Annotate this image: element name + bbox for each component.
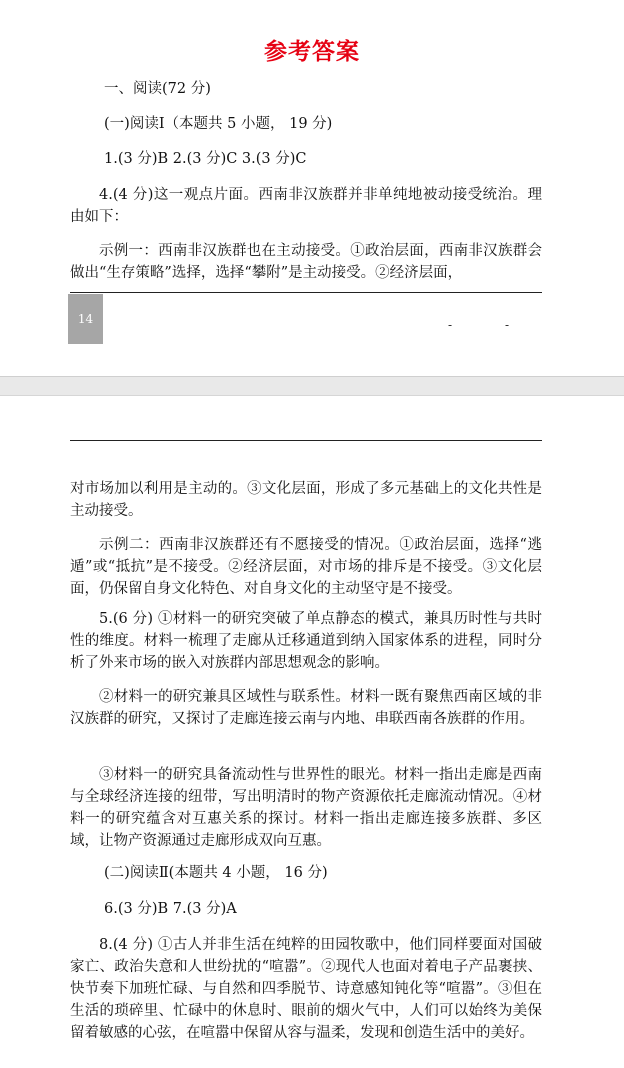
footer-dash: - <box>448 318 453 332</box>
answers-1-3: 1.(3 分)B 2.(3 分)C 3.(3 分)C <box>104 151 307 167</box>
page-separator <box>0 376 624 396</box>
page-14 <box>0 0 624 376</box>
answer-5-point-2: ②材料一的研究兼具区域性与联系性。材料一既有聚焦西南区域的非汉族群的研究，又探讨了走廊连接云南与内地、串联西南各族群的作用。 <box>70 689 542 727</box>
footer-dash: - <box>505 318 510 332</box>
part-heading-reading-2: (二)阅读Ⅱ(本题共 4 小题， 16 分) <box>104 865 328 881</box>
page-title: 参考答案 <box>264 38 360 65</box>
answer-5-point-3: ③材料一的研究具备流动性与世界性的眼光。材料一指出走廊是西南与全球经济连接的纽带，写出明清时的物产资源依托走廊流动情况。④材料一的研究蕴含对互惠关系的探讨。材料一指出走廊连接多族群、多区域，让物产资源通过走廊形成双向互惠。 <box>70 767 542 849</box>
header-rule <box>70 440 542 441</box>
page-15 <box>0 396 624 1068</box>
answer-4-example-1-continued: 对市场加以利用是主动的。③文化层面，形成了多元基础上的文化共性是主动接受。 <box>70 481 542 519</box>
answer-4-example-2: 示例二：西南非汉族群还有不愿接受的情况。①政治层面，选择“逃遁”或“抵抗”是不接受。②经济层面，对市场的排斥是不接受。③文化层面，仍保留自身文化特色、对自身文化的主动坚守是不接受。 <box>70 537 542 597</box>
part-heading-reading-1: (一)阅读Ⅰ（本题共 5 小题， 19 分) <box>104 116 333 132</box>
answers-6-7: 6.(3 分)B 7.(3 分)A <box>104 901 237 917</box>
answer-8: 8.(4 分) ①古人并非生活在纯粹的田园牧歌中，他们同样要面对国破家亡、政治失意和人世纷扰的“喧嚣”。②现代人也面对着电子产品裹挟、快节奏下加班忙碌、与自然和四季脱节、诗意感知钝化等“喧嚣”。③但在生活的琐碎里、忙碌中的休息时、眼前的烟火气中，人们可以始终为美保留着敏感的心弦，在喧嚣中保留从容与温柔，发现和创造生活中的美好。 <box>70 937 542 1041</box>
answer-5: 5.(6 分) ①材料一的研究突破了单点静态的模式，兼具历时性与共时性的维度。材料一梳理了走廊从迁移通道到纳入国家体系的进程，同时分析了外来市场的嵌入对族群内部思想观念的影响。 <box>70 611 542 671</box>
footer-rule <box>70 292 542 293</box>
page-number-badge: 14 <box>68 294 103 344</box>
section-heading-reading: 一、阅读(72 分) <box>104 81 211 97</box>
answer-4: 4.(4 分)这一观点片面。西南非汉族群并非单纯地被动接受统治。理由如下： <box>70 187 542 225</box>
answer-4-example-1: 示例一：西南非汉族群也在主动接受。①政治层面，西南非汉族群会做出“生存策略”选择，选择“攀附”是主动接受。②经济层面， <box>70 243 542 281</box>
